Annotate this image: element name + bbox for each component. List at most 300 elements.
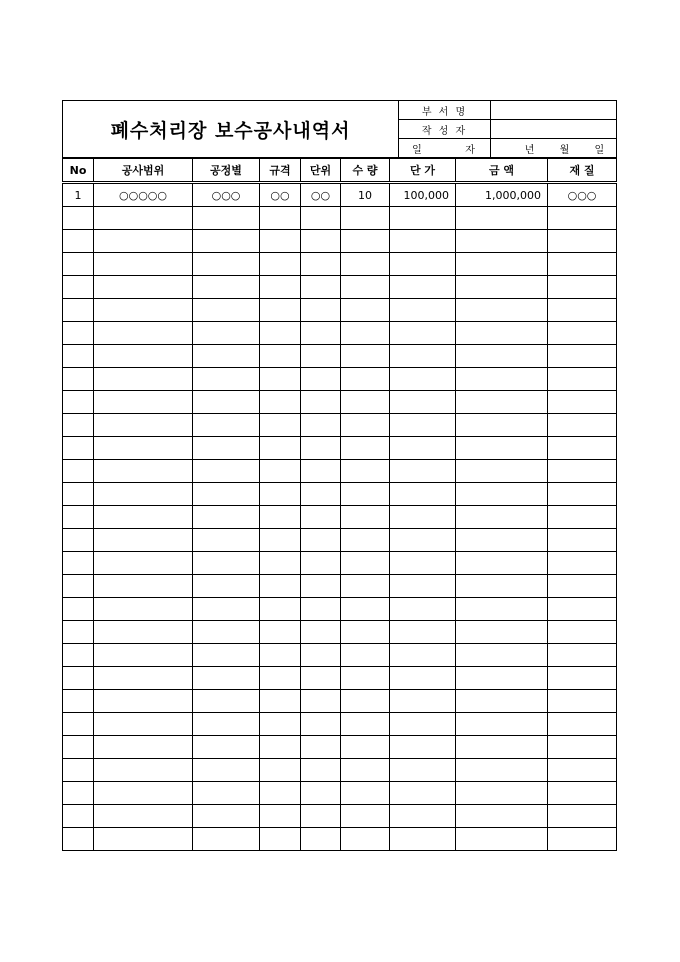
empty-cell[interactable] [341,828,390,851]
col-material: 재 질 [548,159,617,183]
cell-unit-price[interactable]: 100,000 [390,183,456,207]
empty-cell[interactable] [548,621,617,644]
empty-cell[interactable] [94,368,193,391]
empty-cell[interactable] [301,230,341,253]
empty-cell[interactable] [390,414,456,437]
empty-cell[interactable] [193,483,260,506]
empty-cell[interactable] [94,759,193,782]
empty-cell[interactable] [193,230,260,253]
empty-cell[interactable] [193,598,260,621]
empty-row [63,230,617,253]
empty-cell[interactable] [390,437,456,460]
col-unit-price: 단 가 [390,159,456,183]
empty-cell[interactable] [260,299,301,322]
empty-cell[interactable] [548,552,617,575]
empty-cell[interactable] [193,368,260,391]
empty-cell[interactable] [390,529,456,552]
table-row [63,183,617,207]
empty-cell[interactable] [63,483,94,506]
col-no: No [63,159,94,183]
empty-cell[interactable] [390,276,456,299]
empty-cell[interactable] [260,437,301,460]
empty-cell[interactable] [456,437,548,460]
empty-cell[interactable] [301,276,341,299]
empty-cell[interactable] [193,805,260,828]
empty-cell[interactable] [63,690,94,713]
empty-cell[interactable] [341,575,390,598]
empty-cell[interactable] [63,759,94,782]
empty-cell[interactable] [548,805,617,828]
empty-cell[interactable] [456,506,548,529]
empty-cell[interactable] [390,483,456,506]
empty-cell[interactable] [456,253,548,276]
empty-cell[interactable] [94,598,193,621]
empty-cell[interactable] [341,322,390,345]
empty-cell[interactable] [301,253,341,276]
empty-cell[interactable] [94,552,193,575]
empty-cell[interactable] [193,713,260,736]
empty-cell[interactable] [456,713,548,736]
empty-cell[interactable] [63,736,94,759]
empty-cell[interactable] [456,276,548,299]
empty-cell[interactable] [341,598,390,621]
empty-row [63,253,617,276]
empty-cell[interactable] [390,345,456,368]
empty-cell[interactable] [390,621,456,644]
empty-cell[interactable] [94,713,193,736]
empty-cell[interactable] [63,598,94,621]
empty-cell[interactable] [94,506,193,529]
empty-cell[interactable] [193,437,260,460]
empty-cell[interactable] [301,690,341,713]
empty-cell[interactable] [341,805,390,828]
empty-cell[interactable] [390,690,456,713]
empty-cell[interactable] [301,322,341,345]
empty-row [63,621,617,644]
date-label: 일 자 [399,139,491,158]
empty-cell[interactable] [301,506,341,529]
empty-cell[interactable] [456,644,548,667]
empty-cell[interactable] [341,782,390,805]
empty-row [63,506,617,529]
cell-spec[interactable]: ○○ [260,183,301,207]
empty-cell[interactable] [301,805,341,828]
empty-cell[interactable] [456,621,548,644]
empty-cell[interactable] [94,299,193,322]
col-process: 공정별 [193,159,260,183]
estimate-sheet [62,100,616,851]
empty-cell[interactable] [193,736,260,759]
empty-cell[interactable] [341,414,390,437]
empty-cell[interactable] [193,460,260,483]
empty-cell[interactable] [260,713,301,736]
empty-row [63,207,617,230]
empty-cell[interactable] [193,828,260,851]
empty-cell[interactable] [301,621,341,644]
empty-cell[interactable] [341,253,390,276]
empty-row [63,368,617,391]
empty-cell[interactable] [94,690,193,713]
empty-cell[interactable] [260,207,301,230]
empty-cell[interactable] [94,621,193,644]
empty-row [63,414,617,437]
empty-cell[interactable] [548,782,617,805]
empty-cell[interactable] [456,552,548,575]
empty-row [63,782,617,805]
empty-cell[interactable] [301,736,341,759]
empty-cell[interactable] [341,644,390,667]
empty-cell[interactable] [63,299,94,322]
empty-cell[interactable] [63,529,94,552]
empty-cell[interactable] [341,529,390,552]
empty-cell[interactable] [63,575,94,598]
empty-cell[interactable] [260,575,301,598]
cell-no[interactable]: 1 [63,183,94,207]
empty-cell[interactable] [94,414,193,437]
empty-cell[interactable] [260,529,301,552]
empty-cell[interactable] [456,736,548,759]
empty-cell[interactable] [193,552,260,575]
empty-cell[interactable] [456,414,548,437]
empty-cell[interactable] [341,368,390,391]
empty-cell[interactable] [390,667,456,690]
empty-cell[interactable] [193,322,260,345]
empty-cell[interactable] [341,230,390,253]
empty-cell[interactable] [341,207,390,230]
empty-cell[interactable] [390,828,456,851]
empty-cell[interactable] [193,414,260,437]
col-quantity: 수 량 [341,159,390,183]
empty-cell[interactable] [548,690,617,713]
empty-cell[interactable] [390,253,456,276]
empty-cell[interactable] [456,345,548,368]
empty-row [63,690,617,713]
empty-cell[interactable] [301,759,341,782]
empty-cell[interactable] [260,828,301,851]
empty-cell[interactable] [548,345,617,368]
empty-cell[interactable] [63,713,94,736]
empty-cell[interactable] [456,483,548,506]
empty-cell[interactable] [260,460,301,483]
empty-cell[interactable] [260,782,301,805]
empty-cell[interactable] [390,736,456,759]
empty-cell[interactable] [193,759,260,782]
empty-cell[interactable] [94,805,193,828]
empty-cell[interactable] [193,276,260,299]
empty-cell[interactable] [390,759,456,782]
empty-cell[interactable] [456,230,548,253]
empty-cell[interactable] [63,667,94,690]
empty-cell[interactable] [260,644,301,667]
empty-cell[interactable] [548,460,617,483]
empty-cell[interactable] [94,483,193,506]
empty-cell[interactable] [63,828,94,851]
empty-cell[interactable] [456,460,548,483]
empty-row [63,437,617,460]
empty-cell[interactable] [301,667,341,690]
empty-cell[interactable] [548,598,617,621]
empty-cell[interactable] [63,552,94,575]
empty-cell[interactable] [456,529,548,552]
dept-label: 부 서 명 [399,101,491,120]
cell-amount[interactable]: 1,000,000 [456,183,548,207]
empty-row [63,598,617,621]
empty-cell[interactable] [301,460,341,483]
empty-cell[interactable] [63,276,94,299]
empty-cell[interactable] [63,230,94,253]
empty-cell[interactable] [456,598,548,621]
empty-cell[interactable] [341,345,390,368]
empty-cell[interactable] [548,667,617,690]
empty-cell[interactable] [94,736,193,759]
empty-cell[interactable] [456,322,548,345]
empty-cell[interactable] [301,414,341,437]
empty-cell[interactable] [260,621,301,644]
empty-cell[interactable] [94,230,193,253]
empty-cell[interactable] [341,667,390,690]
empty-cell[interactable] [193,253,260,276]
empty-cell[interactable] [63,322,94,345]
empty-cell[interactable] [301,644,341,667]
empty-cell[interactable] [548,207,617,230]
author-field[interactable] [491,120,617,139]
cell-unit[interactable]: ○○ [301,183,341,207]
empty-row [63,299,617,322]
empty-cell[interactable] [456,782,548,805]
empty-cell[interactable] [94,345,193,368]
empty-cell[interactable] [193,621,260,644]
empty-cell[interactable] [94,437,193,460]
empty-cell[interactable] [390,391,456,414]
empty-cell[interactable] [548,230,617,253]
empty-cell[interactable] [63,368,94,391]
empty-cell[interactable] [193,506,260,529]
empty-cell[interactable] [456,368,548,391]
col-scope: 공사범위 [94,159,193,183]
empty-cell[interactable] [260,230,301,253]
date-month-label: 월 [559,144,570,156]
empty-cell[interactable] [94,667,193,690]
empty-cell[interactable] [341,276,390,299]
empty-cell[interactable] [548,759,617,782]
empty-cell[interactable] [260,322,301,345]
empty-cell[interactable] [548,644,617,667]
cell-scope[interactable]: ○○○○○ [94,183,193,207]
empty-cell[interactable] [341,437,390,460]
empty-cell[interactable] [390,805,456,828]
empty-cell[interactable] [193,207,260,230]
empty-cell[interactable] [260,759,301,782]
empty-cell[interactable] [260,483,301,506]
empty-cell[interactable] [390,644,456,667]
empty-cell[interactable] [63,644,94,667]
empty-cell[interactable] [301,437,341,460]
empty-cell[interactable] [390,575,456,598]
dept-field[interactable] [491,101,617,120]
document-title: 폐수처리장 보수공사내역서 [63,101,399,158]
empty-cell[interactable] [94,644,193,667]
empty-cell[interactable] [94,828,193,851]
empty-row [63,759,617,782]
empty-cell[interactable] [63,621,94,644]
cell-process[interactable]: ○○○ [193,183,260,207]
empty-cell[interactable] [94,276,193,299]
empty-cell[interactable] [548,828,617,851]
empty-cell[interactable] [94,322,193,345]
empty-cell[interactable] [193,299,260,322]
empty-cell[interactable] [301,575,341,598]
empty-cell[interactable] [63,437,94,460]
empty-cell[interactable] [260,276,301,299]
empty-cell[interactable] [548,368,617,391]
empty-cell[interactable] [341,621,390,644]
empty-cell[interactable] [301,299,341,322]
empty-cell[interactable] [63,253,94,276]
author-label: 작 성 자 [399,120,491,139]
empty-cell[interactable] [390,782,456,805]
empty-cell[interactable] [456,575,548,598]
empty-cell[interactable] [301,368,341,391]
empty-cell[interactable] [260,598,301,621]
empty-cell[interactable] [193,575,260,598]
empty-cell[interactable] [301,483,341,506]
empty-row [63,736,617,759]
empty-cell[interactable] [548,391,617,414]
empty-cell[interactable] [193,782,260,805]
empty-cell[interactable] [63,805,94,828]
empty-cell[interactable] [193,345,260,368]
empty-row [63,828,617,851]
empty-cell[interactable] [301,828,341,851]
empty-cell[interactable] [193,690,260,713]
empty-cell[interactable] [341,690,390,713]
empty-cell[interactable] [390,368,456,391]
empty-cell[interactable] [63,414,94,437]
empty-cell[interactable] [456,805,548,828]
item-table [62,158,617,851]
empty-cell[interactable] [260,368,301,391]
empty-cell[interactable] [390,460,456,483]
empty-cell[interactable] [341,552,390,575]
empty-cell[interactable] [341,460,390,483]
empty-cell[interactable] [301,207,341,230]
empty-cell[interactable] [548,575,617,598]
empty-cell[interactable] [260,414,301,437]
empty-cell[interactable] [193,667,260,690]
empty-cell[interactable] [63,345,94,368]
date-year-label: 년 [524,144,535,156]
empty-cell[interactable] [548,299,617,322]
empty-cell[interactable] [390,598,456,621]
empty-cell[interactable] [548,713,617,736]
empty-cell[interactable] [390,230,456,253]
empty-cell[interactable] [260,506,301,529]
empty-row [63,276,617,299]
col-amount: 금 액 [456,159,548,183]
empty-cell[interactable] [456,759,548,782]
empty-cell[interactable] [301,713,341,736]
empty-cell[interactable] [390,299,456,322]
empty-cell[interactable] [301,552,341,575]
empty-cell[interactable] [548,506,617,529]
empty-cell[interactable] [456,391,548,414]
empty-cell[interactable] [390,506,456,529]
empty-cell[interactable] [548,253,617,276]
empty-cell[interactable] [548,529,617,552]
empty-cell[interactable] [301,782,341,805]
empty-cell[interactable] [456,690,548,713]
empty-cell[interactable] [390,713,456,736]
empty-row [63,805,617,828]
empty-cell[interactable] [260,805,301,828]
empty-cell[interactable] [548,437,617,460]
empty-cell[interactable] [390,322,456,345]
empty-cell[interactable] [301,391,341,414]
empty-cell[interactable] [341,713,390,736]
empty-cell[interactable] [390,207,456,230]
empty-cell[interactable] [548,414,617,437]
date-field[interactable] [491,139,617,158]
empty-cell[interactable] [260,667,301,690]
empty-cell[interactable] [94,253,193,276]
empty-cell[interactable] [260,345,301,368]
empty-cell[interactable] [301,345,341,368]
empty-cell[interactable] [94,460,193,483]
empty-cell[interactable] [193,391,260,414]
empty-row [63,322,617,345]
empty-cell[interactable] [94,575,193,598]
empty-cell[interactable] [341,299,390,322]
empty-cell[interactable] [63,460,94,483]
empty-cell[interactable] [301,529,341,552]
empty-cell[interactable] [341,736,390,759]
empty-cell[interactable] [456,299,548,322]
empty-cell[interactable] [260,391,301,414]
cell-material[interactable]: ○○○ [548,183,617,207]
empty-cell[interactable] [63,391,94,414]
empty-cell[interactable] [63,207,94,230]
empty-cell[interactable] [341,506,390,529]
empty-cell[interactable] [193,644,260,667]
empty-cell[interactable] [94,391,193,414]
empty-cell[interactable] [548,322,617,345]
empty-cell[interactable] [94,529,193,552]
col-unit: 단위 [301,159,341,183]
empty-cell[interactable] [260,736,301,759]
empty-cell[interactable] [341,483,390,506]
empty-cell[interactable] [193,529,260,552]
empty-cell[interactable] [548,736,617,759]
cell-quantity[interactable]: 10 [341,183,390,207]
empty-cell[interactable] [63,782,94,805]
empty-cell[interactable] [456,828,548,851]
empty-cell[interactable] [260,552,301,575]
empty-cell[interactable] [341,759,390,782]
empty-cell[interactable] [63,506,94,529]
empty-cell[interactable] [94,207,193,230]
empty-cell[interactable] [260,253,301,276]
empty-row [63,713,617,736]
empty-cell[interactable] [260,690,301,713]
empty-cell[interactable] [341,391,390,414]
empty-cell[interactable] [456,207,548,230]
empty-cell[interactable] [548,483,617,506]
empty-cell[interactable] [301,598,341,621]
empty-cell[interactable] [390,552,456,575]
empty-cell[interactable] [456,667,548,690]
empty-cell[interactable] [94,782,193,805]
empty-cell[interactable] [548,276,617,299]
